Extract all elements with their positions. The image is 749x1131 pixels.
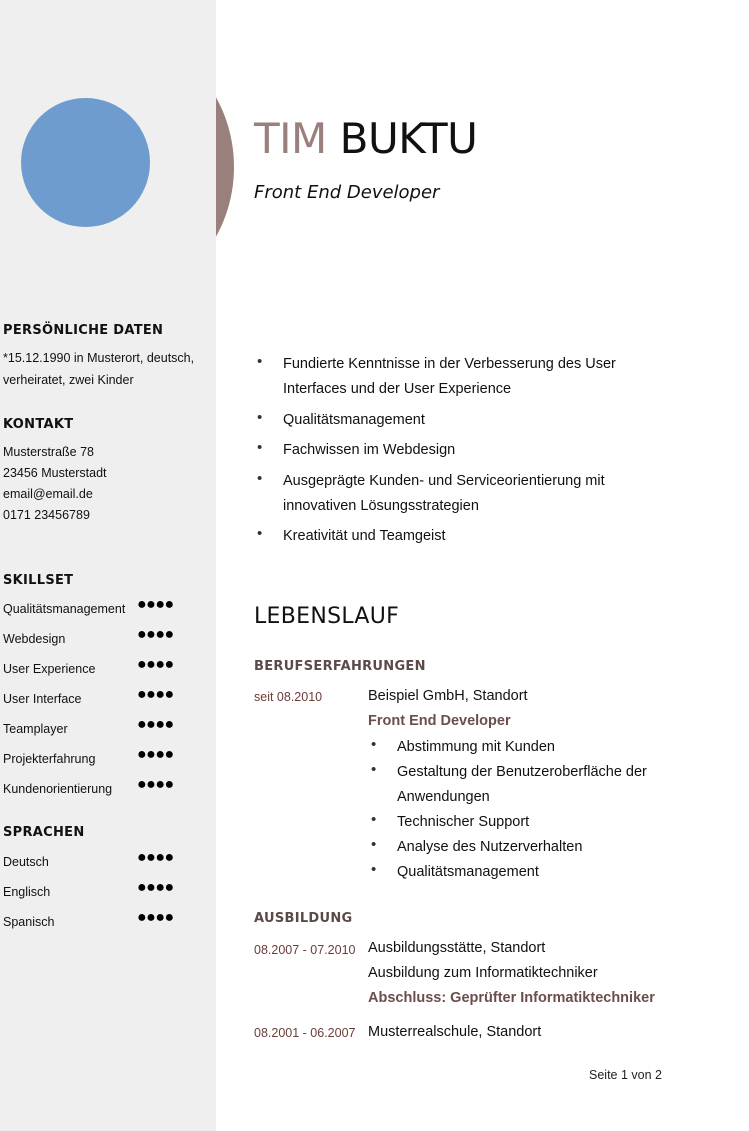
- language-row: [3, 909, 193, 933]
- skill-rating-dots: ●●●●: [137, 776, 174, 793]
- personal-data-line: *15.12.1990 in Musterort, deutsch,: [3, 351, 195, 365]
- language-rating-dots: ●●●●: [137, 909, 174, 926]
- experience-task-list: [368, 735, 668, 885]
- personal-data-line: verheiratet, zwei Kinder: [3, 373, 134, 387]
- personal-data-heading: PERSÖNLICHE DATEN: [3, 323, 164, 338]
- task-item: • Gestaltung der Benutzeroberfläche der Anwendungen: [368, 760, 668, 810]
- experience-company: Beispiel GmbH, Standort: [368, 688, 528, 704]
- contact-city: 23456 Musterstadt: [3, 466, 107, 480]
- profile-list: [254, 352, 654, 555]
- skill-label: User Interface: [3, 692, 82, 706]
- skill-row: [3, 746, 193, 770]
- page-number: Seite 1 von 2: [589, 1068, 662, 1082]
- contact-email: email@email.de: [3, 487, 93, 501]
- skill-row: [3, 626, 193, 650]
- skill-rating-dots: ●●●●: [137, 746, 174, 763]
- task-item: • Analyse des Nutzerverhalten: [368, 835, 668, 860]
- skill-rating-dots: ●●●●: [137, 656, 174, 673]
- skill-row: [3, 596, 193, 620]
- profile-item: • Fachwissen im Webdesign: [254, 438, 654, 463]
- skill-row: [3, 656, 193, 680]
- education-program: Ausbildung zum Informatiktechniker: [368, 965, 598, 981]
- education-heading: AUSBILDUNG: [254, 911, 353, 926]
- skill-row: [3, 716, 193, 740]
- skill-rating-dots: ●●●●: [137, 626, 174, 643]
- language-label: Deutsch: [3, 855, 49, 869]
- profile-item: • Kreativität und Teamgeist: [254, 524, 654, 549]
- language-row: [3, 879, 193, 903]
- language-label: Spanisch: [3, 915, 55, 929]
- languages-heading: SPRACHEN: [3, 825, 85, 840]
- skill-label: Qualitätsmanagement: [3, 602, 126, 616]
- skill-row: [3, 776, 193, 800]
- skill-row: [3, 686, 193, 710]
- skill-label: User Experience: [3, 662, 96, 676]
- experience-date: seit 08.2010: [254, 690, 323, 704]
- language-rating-dots: ●●●●: [137, 879, 174, 896]
- decorative-arc: [216, 58, 256, 276]
- contact-heading: KONTAKT: [3, 417, 74, 432]
- skill-label: Projekterfahrung: [3, 752, 96, 766]
- task-item: • Qualitätsmanagement: [368, 860, 668, 885]
- education-degree: Abschluss: Geprüfter Informatiktechniker: [368, 990, 655, 1006]
- skill-rating-dots: ●●●●: [137, 716, 174, 733]
- contact-street: Musterstraße 78: [3, 445, 95, 459]
- language-label: Englisch: [3, 885, 51, 899]
- job-title: Front End Developer: [254, 182, 440, 203]
- profile-photo: [21, 98, 150, 227]
- contact-phone: 0171 23456789: [3, 508, 90, 522]
- last-name: BUKTU: [339, 114, 478, 163]
- education-date: 08.2001 - 06.2007: [254, 1026, 356, 1040]
- task-item: • Technischer Support: [368, 810, 668, 835]
- cv-title: LEBENSLAUF: [254, 604, 400, 629]
- skill-rating-dots: ●●●●: [137, 596, 174, 613]
- candidate-name: [254, 114, 478, 163]
- education-date: 08.2007 - 07.2010: [254, 943, 356, 957]
- experience-heading: BERUFSERFAHRUNGEN: [254, 659, 426, 674]
- skill-label: Kundenorientierung: [3, 782, 113, 796]
- language-rating-dots: ●●●●: [137, 849, 174, 866]
- skill-label: Teamplayer: [3, 722, 68, 736]
- education-place: Musterrealschule, Standort: [368, 1024, 542, 1040]
- profile-item: • Fundierte Kenntnisse in der Verbesserung des User Interfaces und der User Experience: [254, 352, 654, 402]
- profile-item: • Ausgeprägte Kunden- und Serviceorientierung mit innovativen Lösungsstrategien: [254, 469, 654, 519]
- skill-label: Webdesign: [3, 632, 66, 646]
- profile-item: • Qualitätsmanagement: [254, 408, 654, 433]
- language-row: [3, 849, 193, 873]
- task-item: • Abstimmung mit Kunden: [368, 735, 668, 760]
- experience-role: Front End Developer: [368, 713, 511, 729]
- skillset-heading: SKILLSET: [3, 573, 74, 588]
- education-place: Ausbildungsstätte, Standort: [368, 940, 546, 956]
- first-name: TIM: [254, 114, 327, 163]
- skill-rating-dots: ●●●●: [137, 686, 174, 703]
